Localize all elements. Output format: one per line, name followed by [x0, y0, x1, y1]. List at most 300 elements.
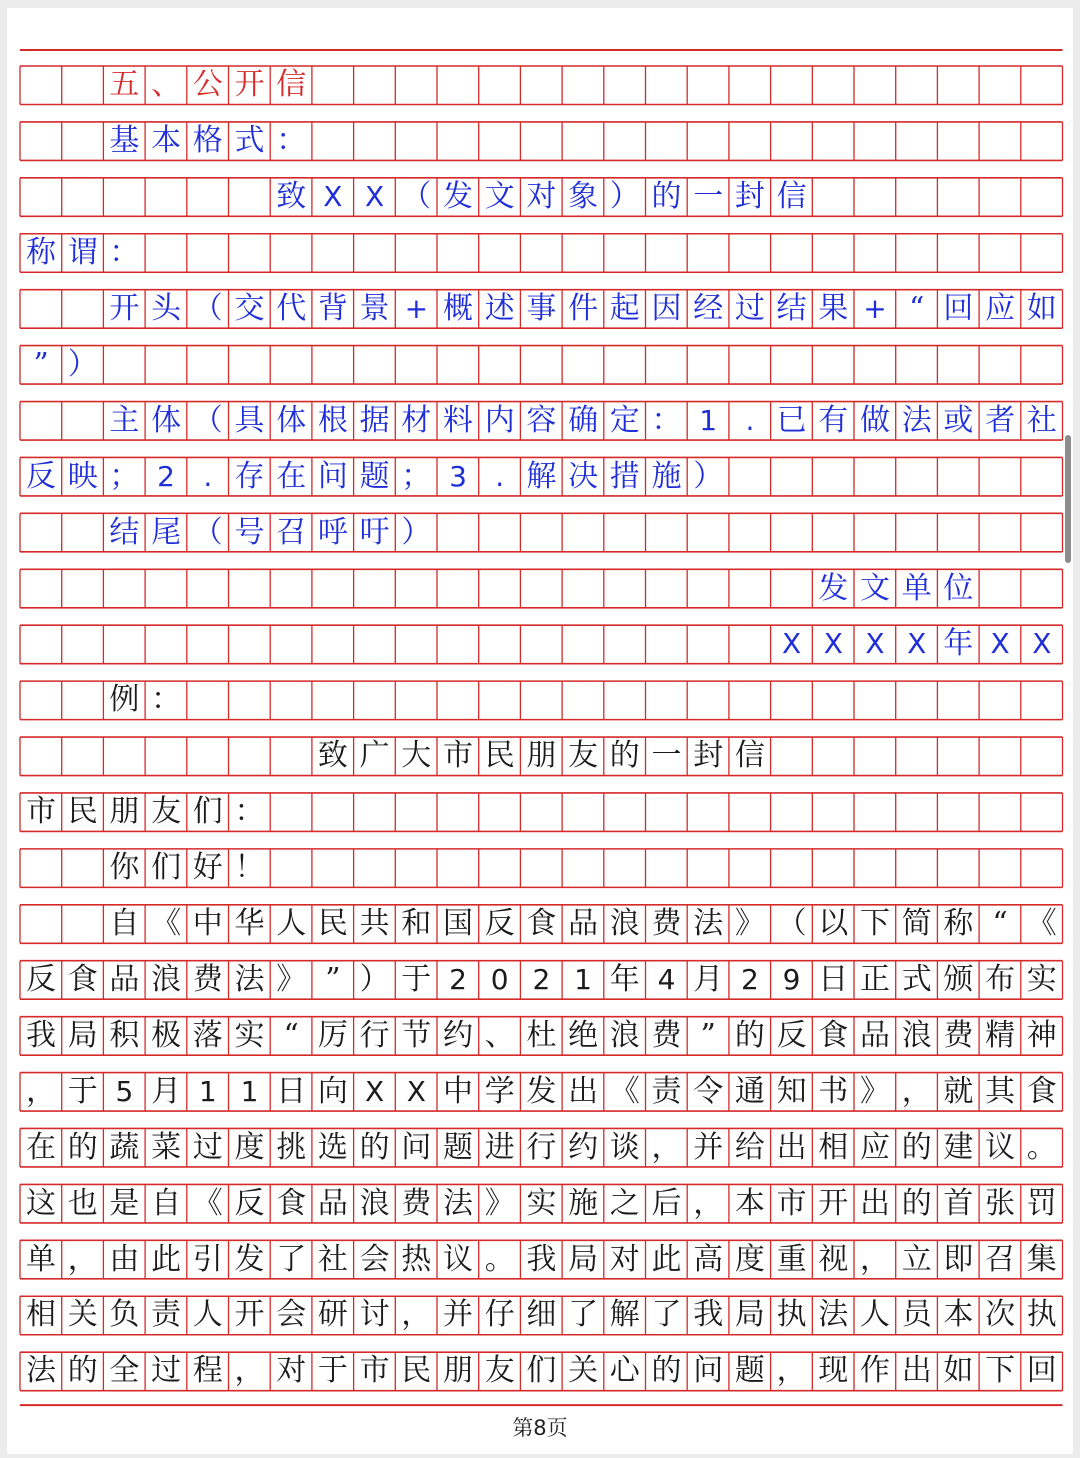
grid-char	[62, 905, 104, 944]
grid-char: 的	[901, 1129, 932, 1165]
grid-char: ，	[401, 1297, 432, 1333]
grid-char	[354, 625, 396, 664]
grid-char	[145, 178, 187, 217]
grid-char: （	[401, 179, 432, 215]
grid-char: 度	[734, 1241, 765, 1277]
grid-char	[145, 737, 187, 776]
grid-char: 称	[26, 235, 56, 270]
grid-char	[270, 569, 312, 608]
grid-char: 品	[860, 1017, 890, 1053]
grid-char: 精	[985, 1017, 1016, 1053]
grid-char: 号	[234, 514, 265, 550]
grid-char	[646, 569, 688, 608]
grid-char: 0	[490, 962, 509, 996]
grid-char	[270, 737, 312, 776]
grid-char	[187, 625, 229, 664]
grid-char: 友	[484, 1353, 515, 1389]
grid-char: 品	[568, 906, 599, 942]
grid-char: 单	[26, 1241, 56, 1277]
grid-char: 材	[401, 402, 432, 438]
grid-char: 绝	[568, 1017, 599, 1053]
grid-char: 映	[67, 458, 98, 494]
grid-char: 此	[651, 1241, 682, 1277]
grid-char	[62, 625, 104, 664]
grid-char	[646, 625, 688, 664]
grid-char	[729, 569, 771, 608]
grid-char: 料	[443, 402, 473, 438]
grid-char	[62, 849, 104, 888]
grid-char: 有	[818, 402, 849, 438]
grid-char: 封	[693, 738, 724, 774]
grid-char: X	[990, 627, 1010, 661]
grid-char: 向	[317, 1073, 348, 1109]
grid-char: 称	[943, 906, 974, 942]
grid-char: 们	[526, 1353, 557, 1389]
grid-char: ：	[276, 123, 307, 159]
grid-char	[187, 737, 229, 776]
grid-char: 立	[901, 1241, 932, 1277]
grid-char: 朋	[526, 738, 557, 774]
grid-char: 代	[276, 290, 307, 326]
grid-char: 好	[192, 850, 223, 886]
grid-char	[103, 178, 145, 217]
grid-char	[437, 625, 479, 664]
grid-char: （	[192, 290, 223, 326]
grid-char: 的	[609, 738, 640, 774]
grid-char: 费	[651, 906, 682, 942]
grid-char: 出	[860, 1185, 890, 1221]
grid-char: 过	[192, 1129, 223, 1165]
grid-char: 《	[609, 1073, 640, 1109]
grid-char: 1	[240, 1074, 259, 1108]
grid-char: 执	[776, 1297, 807, 1333]
grid-char: 在	[276, 458, 307, 494]
grid-char	[187, 569, 229, 608]
grid-char: 市	[359, 1353, 390, 1389]
grid-char: X	[365, 180, 385, 214]
grid-char: 式	[234, 123, 265, 159]
grid-char: 于	[401, 961, 432, 997]
grid-char: 执	[1026, 1297, 1057, 1333]
grid-char: 大	[401, 738, 432, 774]
grid-char: 节	[401, 1017, 432, 1053]
grid-char	[62, 122, 104, 161]
grid-char: ：	[651, 402, 682, 438]
grid-char: 定	[609, 402, 640, 438]
grid-char: 月	[151, 1073, 182, 1109]
grid-char: 友	[568, 738, 599, 774]
grid-char: 民	[67, 794, 98, 830]
grid-char: 下	[985, 1353, 1016, 1389]
grid-char: 述	[484, 290, 515, 326]
grid-char: 法	[693, 906, 724, 942]
grid-char: 食	[818, 1017, 849, 1053]
grid-char: 首	[943, 1185, 974, 1221]
grid-char: 令	[693, 1073, 724, 1109]
grid-char: 知	[776, 1073, 807, 1109]
grid-char: 会	[276, 1297, 307, 1333]
grid-char: 相	[818, 1129, 849, 1165]
grid-char: 发	[443, 179, 473, 215]
grid-char: .	[745, 403, 755, 437]
grid-char: 菜	[151, 1129, 182, 1165]
grid-char: 研	[317, 1297, 348, 1333]
grid-char: 题	[734, 1353, 765, 1389]
grid-char: 问	[693, 1353, 724, 1389]
grid-char	[103, 737, 145, 776]
grid-char: X	[365, 1074, 385, 1108]
grid-char: ，	[26, 1073, 56, 1109]
grid-char: 过	[734, 290, 765, 326]
grid-char: 于	[67, 1073, 98, 1109]
grid-char: 市	[26, 794, 56, 830]
grid-char: 的	[67, 1353, 98, 1389]
grid-char: ，	[67, 1241, 98, 1277]
grid-char: 是	[109, 1185, 140, 1221]
grid-char	[62, 402, 104, 441]
grid-char: 费	[943, 1017, 974, 1053]
grid-char: 式	[901, 961, 932, 997]
grid-char	[145, 569, 187, 608]
grid-char	[103, 569, 145, 608]
grid-char: 责	[151, 1297, 182, 1333]
grid-char: 公	[192, 67, 223, 103]
grid-char: 反	[484, 906, 515, 942]
grid-char: 的	[734, 1017, 765, 1053]
grid-char	[771, 569, 813, 608]
grid-char: “	[909, 290, 925, 326]
grid-char: 极	[151, 1017, 182, 1053]
grid-char: 日	[818, 961, 849, 997]
grid-char: 我	[693, 1297, 724, 1333]
grid-char: X	[1032, 627, 1052, 661]
grid-char: 心	[609, 1353, 640, 1389]
grid-char	[20, 66, 62, 105]
grid-char: ，	[651, 1129, 682, 1165]
grid-char: 朋	[109, 794, 140, 830]
grid-char: 正	[860, 961, 890, 997]
grid-char: 负	[109, 1297, 140, 1333]
grid-char	[229, 737, 271, 776]
grid-char	[20, 849, 62, 888]
grid-char: 法	[234, 961, 265, 997]
grid-char: 本	[734, 1185, 765, 1221]
grid-char: 开	[818, 1185, 849, 1221]
grid-char: 实	[234, 1017, 265, 1053]
grid-char: 的	[67, 1129, 98, 1165]
grid-char: 背	[317, 290, 348, 326]
grid-char: 出	[776, 1129, 807, 1165]
grid-char: 象	[568, 179, 599, 215]
grid-char: 结	[776, 290, 807, 326]
grid-char: 给	[734, 1129, 765, 1165]
grid-char: 食	[526, 906, 557, 942]
grid-char: 们	[192, 794, 223, 830]
grid-char: 并	[693, 1129, 724, 1165]
grid-char: 格	[192, 123, 223, 159]
grid-char: 浪	[359, 1185, 390, 1221]
grid-char: 应	[860, 1129, 890, 1165]
grid-char: 9	[782, 962, 801, 996]
grid-char: 出	[901, 1353, 932, 1389]
grid-char: “	[283, 1017, 299, 1053]
grid-char: .	[203, 459, 213, 493]
grid-char: 由	[109, 1241, 140, 1277]
grid-char: 应	[985, 290, 1016, 326]
grid-char: 了	[651, 1297, 682, 1333]
grid-char: 一	[651, 738, 682, 774]
grid-char: 据	[359, 402, 390, 438]
grid-char: 罚	[1026, 1185, 1057, 1221]
grid-char: 开	[234, 67, 265, 103]
grid-char: 、	[484, 1017, 515, 1053]
grid-char: （	[192, 514, 223, 550]
grid-char: 了	[568, 1297, 599, 1333]
grid-char: 施	[568, 1185, 599, 1221]
grid-char: 讨	[359, 1297, 390, 1333]
grid-char: 了	[276, 1241, 307, 1277]
grid-char	[354, 569, 396, 608]
grid-char: 因	[651, 290, 682, 326]
grid-char: 主	[109, 402, 140, 438]
grid-char: 年	[943, 626, 974, 662]
grid-char: 存	[234, 458, 265, 494]
grid-char: 2	[532, 962, 551, 996]
grid-char: “	[992, 906, 1008, 942]
grid-char: 费	[192, 961, 223, 997]
grid-char: 议	[443, 1241, 473, 1277]
grid-char: 5	[115, 1074, 134, 1108]
grid-char: 果	[818, 290, 849, 326]
grid-char: .	[495, 459, 505, 493]
grid-char: 件	[568, 290, 599, 326]
grid-char: 尾	[151, 514, 182, 550]
grid-char: 品	[109, 961, 140, 997]
grid-char: 信	[776, 179, 807, 215]
grid-char: 之	[609, 1185, 640, 1221]
grid-char	[395, 569, 437, 608]
grid-char: 施	[651, 458, 682, 494]
grid-char	[479, 625, 521, 664]
grid-char: 如	[943, 1353, 974, 1389]
grid-char: 进	[484, 1129, 515, 1165]
grid-char: ！	[234, 850, 265, 886]
grid-char	[312, 569, 354, 608]
grid-char	[229, 569, 271, 608]
grid-char: ”	[33, 346, 49, 382]
grid-char: 2	[449, 962, 467, 996]
grid-char: 、	[151, 67, 182, 103]
grid-char: 《	[192, 1185, 223, 1221]
grid-char: 》	[276, 961, 307, 997]
grid-char: 根	[317, 402, 348, 438]
grid-char: 热	[401, 1241, 432, 1277]
grid-char: 市	[443, 738, 473, 774]
grid-char: 员	[901, 1297, 932, 1333]
grid-char: 细	[526, 1297, 557, 1333]
grid-char: 五	[109, 67, 140, 103]
grid-char: 约	[568, 1129, 599, 1165]
grid-char	[103, 625, 145, 664]
grid-char: 人	[276, 906, 307, 942]
grid-char: 后	[651, 1185, 682, 1221]
grid-char: X	[782, 627, 802, 661]
grid-char: 张	[985, 1185, 1016, 1221]
grid-char: 。	[1026, 1129, 1057, 1165]
grid-char: 的	[651, 1353, 682, 1389]
grid-char: 或	[943, 402, 974, 438]
grid-char: 《	[151, 906, 182, 942]
grid-char: 食	[276, 1185, 307, 1221]
grid-char	[20, 681, 62, 720]
grid-char: 高	[693, 1241, 724, 1277]
grid-char	[229, 178, 271, 217]
grid-char: 问	[401, 1129, 432, 1165]
grid-char: ”	[325, 961, 341, 997]
grid-char: 仔	[484, 1297, 515, 1333]
grid-char: 挑	[276, 1129, 307, 1165]
grid-char: 基	[109, 123, 140, 159]
grid-char	[395, 625, 437, 664]
grid-char: X	[323, 180, 343, 214]
grid-char	[20, 905, 62, 944]
grid-char: 浪	[901, 1017, 932, 1053]
grid-char: 程	[192, 1353, 223, 1389]
grid-char: 我	[26, 1017, 56, 1053]
grid-char	[520, 625, 562, 664]
grid-char: ，	[234, 1353, 265, 1389]
grid-char: 会	[359, 1241, 390, 1277]
grid-char: 月	[693, 961, 724, 997]
grid-char: ：	[109, 235, 140, 270]
grid-char: 你	[109, 850, 140, 886]
grid-char: 》	[734, 906, 765, 942]
grid-char: 反	[26, 961, 56, 997]
grid-char: 位	[943, 570, 974, 606]
grid-char: ）	[67, 346, 98, 382]
grid-char: 华	[234, 906, 265, 942]
grid-char: 议	[985, 1129, 1016, 1165]
grid-char	[20, 122, 62, 161]
grid-char: 解	[609, 1297, 640, 1333]
grid-char: 召	[985, 1241, 1016, 1277]
grid-char: 景	[359, 290, 390, 326]
grid-char: 神	[1026, 1017, 1057, 1053]
grid-char: 约	[443, 1017, 473, 1053]
grid-char: 事	[526, 290, 557, 326]
grid-char: 如	[1026, 290, 1057, 326]
grid-char: 的	[651, 179, 682, 215]
grid-char: 社	[317, 1241, 348, 1277]
grid-char: 们	[151, 850, 182, 886]
grid-char: +	[404, 291, 429, 325]
grid-char: 法	[901, 402, 932, 438]
grid-char: 体	[276, 402, 307, 438]
grid-char: 关	[568, 1353, 599, 1389]
grid-char: 此	[151, 1241, 182, 1277]
grid-char: 费	[401, 1185, 432, 1221]
grid-char: 单	[901, 570, 932, 606]
grid-char: 回	[943, 290, 974, 326]
grid-char: ，	[860, 1241, 890, 1277]
grid-char: 简	[901, 906, 932, 942]
grid-char: 》	[484, 1185, 515, 1221]
grid-char: 题	[443, 1129, 473, 1165]
grid-char: 交	[234, 290, 265, 326]
grid-char	[687, 625, 729, 664]
grid-char: 在	[26, 1129, 56, 1165]
grid-char: 和	[401, 906, 432, 942]
grid-char: 对	[276, 1353, 307, 1389]
grid-char: 食	[67, 961, 98, 997]
grid-char	[20, 569, 62, 608]
grid-char: 这	[26, 1185, 56, 1221]
grid-char: 品	[317, 1185, 348, 1221]
grid-char: 相	[26, 1297, 56, 1333]
scrollbar-thumb[interactable]	[1065, 435, 1071, 563]
grid-char: 广	[359, 738, 390, 774]
grid-char: 做	[860, 402, 890, 438]
grid-char: 局	[67, 1017, 98, 1053]
grid-char: 结	[109, 514, 140, 550]
grid-char: 并	[443, 1297, 473, 1333]
grid-char: 朋	[443, 1353, 473, 1389]
grid-char: 视	[818, 1241, 849, 1277]
grid-char: 民	[317, 906, 348, 942]
grid-char	[604, 569, 646, 608]
grid-char: 文	[484, 179, 515, 215]
grid-char: ；	[109, 458, 140, 494]
grid-char: ）	[693, 458, 724, 494]
grid-char: 起	[609, 290, 640, 326]
grid-char	[20, 737, 62, 776]
grid-char: 致	[317, 738, 348, 774]
grid-char	[62, 737, 104, 776]
grid-char: 法	[443, 1185, 473, 1221]
grid-char: 责	[651, 1073, 682, 1109]
grid-char: 厉	[317, 1017, 348, 1053]
grid-char: 的	[359, 1129, 390, 1165]
grid-char: 实	[1026, 961, 1057, 997]
grid-char	[20, 513, 62, 552]
grid-char: 致	[276, 179, 307, 215]
grid-char: ）	[401, 514, 432, 550]
grid-char	[20, 290, 62, 329]
grid-char: 行	[526, 1129, 557, 1165]
grid-char: 例	[109, 682, 140, 718]
grid-char: 反	[26, 458, 56, 494]
grid-char: 本	[943, 1297, 974, 1333]
grid-char: （	[192, 402, 223, 438]
grid-char: 1	[699, 403, 718, 437]
grid-char: 反	[776, 1017, 807, 1053]
grid-char: 其	[985, 1073, 1016, 1109]
grid-char: 体	[151, 402, 182, 438]
grid-char: 实	[526, 1185, 557, 1221]
grid-char: X	[907, 627, 927, 661]
grid-char: 4	[657, 962, 676, 996]
grid-char: 通	[734, 1073, 765, 1109]
grid-char: 我	[526, 1241, 557, 1277]
grid-char: 民	[401, 1353, 432, 1389]
grid-char: 费	[651, 1017, 682, 1053]
grid-char	[270, 625, 312, 664]
grid-char: 人	[860, 1297, 890, 1333]
grid-char: 蔬	[109, 1129, 140, 1165]
grid-char: 就	[943, 1073, 974, 1109]
grid-char: 过	[151, 1353, 182, 1389]
grid-char	[62, 178, 104, 217]
